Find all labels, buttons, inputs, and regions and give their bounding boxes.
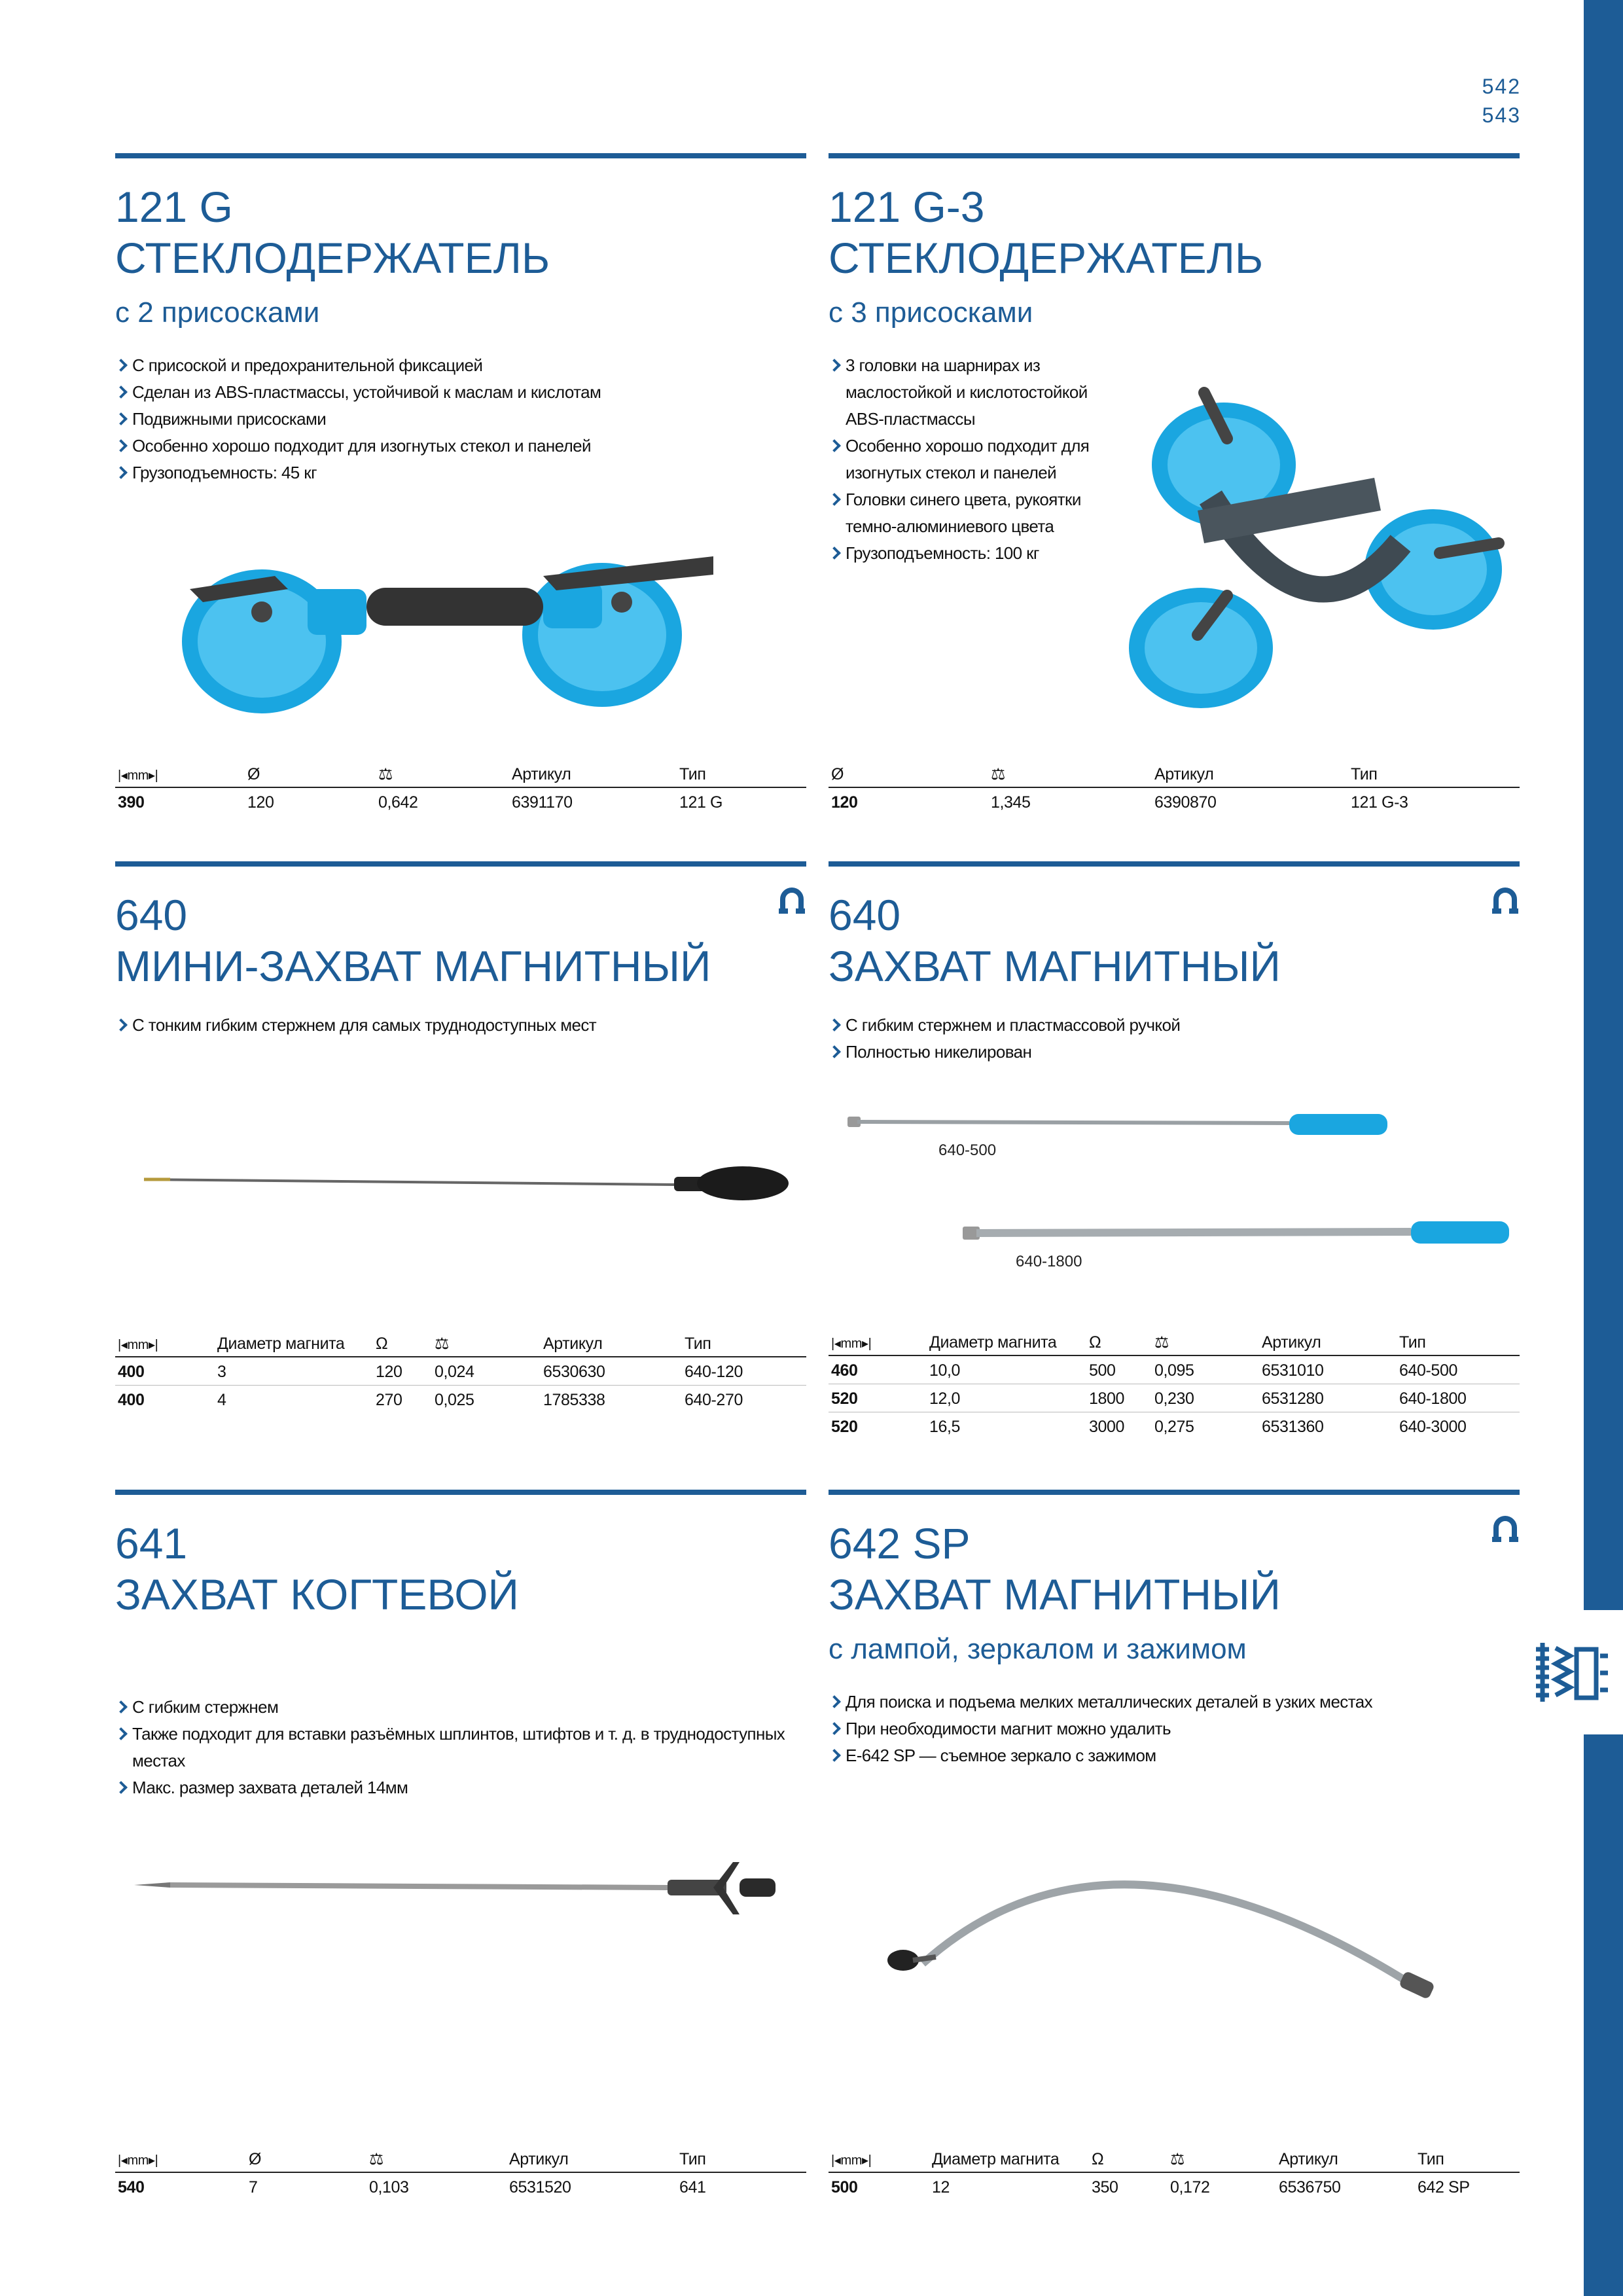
col-magnet-diameter: Диаметр магнита (929, 2144, 1089, 2172)
product-card-642sp (829, 1490, 1520, 1769)
cell: 12,0 (927, 1384, 1086, 1412)
magnet-icon: Ω (1089, 1333, 1101, 1352)
section-rule (115, 1490, 806, 1495)
cell: 640-3000 (1399, 1417, 1467, 1436)
cell: 0,024 (432, 1357, 541, 1386)
cell: 520 (831, 1417, 858, 1436)
feature-item: Полностью никелирован (829, 1039, 1520, 1066)
spec-table-640-mini (115, 1329, 806, 1413)
product-code: 640 (115, 891, 188, 939)
col-weight (1168, 2144, 1276, 2172)
magnet-icon: Ω (376, 1335, 388, 1353)
product-title: ЗАХВАТ МАГНИТНЫЙ (829, 1570, 1281, 1619)
col-weight (1152, 1327, 1259, 1355)
spec-table-121g (115, 759, 806, 816)
table-row (115, 2172, 806, 2200)
feature-item: С гибким стержнем и пластмассовой ручкой (829, 1012, 1520, 1039)
table-row (115, 1386, 806, 1414)
cell: 390 (118, 793, 145, 812)
product-title: МИНИ-ЗАХВАТ МАГНИТНЫЙ (115, 942, 711, 990)
product-title: ЗАХВАТ МАГНИТНЫЙ (829, 942, 1281, 990)
length-icon: |◂mm▸| (831, 1336, 872, 1351)
table-row (829, 1355, 1520, 1384)
col-force (373, 1329, 432, 1357)
feature-item: Грузоподъемность: 100 кг (829, 540, 1090, 567)
cell: 0,025 (435, 1390, 474, 1409)
length-icon: |◂mm▸| (118, 1338, 158, 1352)
feature-item: При необходимости магнит можно удалить (829, 1715, 1520, 1742)
feature-list (115, 1012, 806, 1039)
weight-scale-icon: ⚖ (435, 1335, 450, 1353)
col-weight (376, 759, 509, 787)
feature-item: Особенно хорошо подходит для изогнутых стекол и панелей (829, 433, 1090, 486)
feature-item: Особенно хорошо подходит для изогнутых стекол и панелей (115, 433, 806, 459)
col-article: Артикул (507, 2144, 677, 2172)
cell: 0,642 (378, 793, 418, 812)
cell: 3000 (1089, 1417, 1125, 1436)
cell: 6531280 (1259, 1384, 1397, 1412)
cell: 640-1800 (1397, 1384, 1520, 1412)
table-row (115, 787, 806, 816)
col-length (829, 2144, 929, 2172)
feature-item: Для поиска и подъема мелких металлических деталей в узких местах (829, 1689, 1520, 1715)
col-article: Артикул (1276, 2144, 1415, 2172)
cell: 120 (831, 793, 858, 812)
feature-item: Макс. размер захвата деталей 14мм (115, 1774, 806, 1801)
cell: 1,345 (991, 793, 1031, 812)
col-length (115, 759, 245, 787)
cell: 500 (1086, 1355, 1152, 1384)
col-type: Тип (1415, 2144, 1520, 2172)
col-article: Артикул (1259, 1327, 1397, 1355)
col-diameter: Ø (246, 2144, 366, 2172)
cell: 7 (249, 2178, 258, 2197)
glass-holder-2-cups-image (177, 550, 720, 726)
cell: 400 (115, 1357, 215, 1386)
cell: 270 (376, 1390, 402, 1409)
product-code: 642 SP (829, 1519, 971, 1568)
section-rule (829, 153, 1520, 158)
product-code: 640 (829, 891, 901, 939)
magnetic-pickup-640-1800-image (959, 1211, 1516, 1257)
feature-list (115, 352, 806, 486)
col-diameter: Ø (245, 759, 376, 787)
product-card-641 (115, 1490, 806, 1801)
feature-item: С гибким стержнем (115, 1694, 806, 1721)
table-row (829, 1384, 1520, 1412)
magnet-icon: Ω (1092, 2150, 1104, 2168)
page-number-right: 543 (1482, 103, 1521, 127)
image-label: 640-1800 (1016, 1253, 1082, 1270)
cell: 0,275 (1154, 1417, 1194, 1436)
weight-scale-icon: ⚖ (1170, 2150, 1185, 2168)
cell: 0,095 (1152, 1355, 1259, 1384)
col-weight (432, 1329, 541, 1357)
product-card-121g (115, 153, 806, 486)
length-icon: |◂mm▸| (831, 2153, 872, 2168)
table-row (829, 787, 1520, 816)
spring-tool-icon (1532, 1636, 1611, 1708)
magnet-icon (1491, 886, 1520, 915)
product-code: 121 G-3 (829, 183, 985, 231)
weight-scale-icon: ⚖ (991, 765, 1006, 783)
col-article: Артикул (541, 1329, 682, 1357)
col-magnet-diameter: Диаметр магнита (927, 1327, 1086, 1355)
glass-holder-3-cups-image (1113, 380, 1512, 720)
cell: 6531520 (509, 2178, 571, 2197)
col-article: Артикул (1152, 759, 1348, 787)
cell: 1800 (1086, 1384, 1152, 1412)
feature-item: С присоской и предохранительной фиксацией (115, 352, 806, 379)
col-length (115, 1329, 215, 1357)
weight-scale-icon: ⚖ (1154, 1333, 1169, 1352)
section-rule (829, 1490, 1520, 1495)
cell: 6530630 (541, 1357, 682, 1386)
col-type: Тип (677, 2144, 806, 2172)
cell: 0,103 (369, 2178, 409, 2197)
feature-item: С тонким гибким стержнем для самых труднодоступных мест (115, 1012, 806, 1039)
product-title: ЗАХВАТ КОГТЕВОЙ (115, 1570, 519, 1619)
col-type: Тип (1348, 759, 1520, 787)
magnetic-pickup-640-500-image (844, 1100, 1394, 1145)
col-type: Тип (1397, 1327, 1520, 1355)
section-rule (115, 861, 806, 867)
cell: 641 (679, 2178, 706, 2197)
product-card-640 (829, 861, 1520, 1066)
feature-item: Также подходит для вставки разъёмных шплинтов, штифтов и т. д. в труднодоступных местах (115, 1721, 806, 1774)
section-rule (829, 861, 1520, 867)
feature-item: Грузоподъемность: 45 кг (115, 459, 806, 486)
length-icon: |◂mm▸| (118, 768, 158, 783)
cell: 120 (373, 1357, 432, 1386)
page-numbers (1482, 72, 1521, 130)
cell: 6531010 (1259, 1355, 1397, 1384)
cell: 460 (829, 1355, 927, 1384)
col-weight (366, 2144, 507, 2172)
mini-magnetic-pickup-image (137, 1158, 792, 1204)
col-force (1089, 2144, 1168, 2172)
cell: 540 (118, 2178, 145, 2197)
feature-item: E-642 SP — съемное зеркало с зажимом (829, 1742, 1520, 1769)
feature-list (829, 1689, 1520, 1769)
cell: 500 (831, 2178, 858, 2197)
cell: 350 (1092, 2178, 1118, 2197)
feature-item: Подвижными присосками (115, 406, 806, 433)
spec-table-641 (115, 2144, 806, 2200)
feature-item: 3 головки на шарнирах из маслостойкой и кислотостойкой ABS-пластмассы (829, 352, 1090, 433)
cell: 6390870 (1154, 793, 1217, 812)
length-icon: |◂mm▸| (118, 2153, 158, 2168)
section-rule (115, 153, 806, 158)
cell: 640-500 (1397, 1355, 1520, 1384)
table-row (115, 1357, 806, 1386)
product-card-640-mini (115, 861, 806, 1039)
page-number-left: 542 (1482, 75, 1521, 98)
cell: 520 (829, 1384, 927, 1412)
col-article: Артикул (509, 759, 677, 787)
cell: 121 G (679, 793, 723, 812)
magnetic-pickup-lamp-mirror-image (877, 1833, 1440, 2016)
weight-scale-icon: ⚖ (378, 765, 393, 783)
table-row (829, 1412, 1520, 1441)
product-title: СТЕКЛОДЕРЖАТЕЛЬ (115, 234, 550, 282)
spec-table-121g3 (829, 759, 1520, 816)
weight-scale-icon: ⚖ (369, 2150, 384, 2168)
cell: 10,0 (927, 1355, 1086, 1384)
chapter-tab[interactable] (1520, 1610, 1623, 1734)
feature-list (829, 1012, 1520, 1066)
magnet-icon (777, 886, 806, 915)
cell: 640-270 (685, 1390, 743, 1409)
cell: 120 (247, 793, 274, 812)
col-diameter: Ø (829, 759, 988, 787)
cell: 400 (118, 1390, 145, 1409)
cell: 0,172 (1170, 2178, 1210, 2197)
col-type: Тип (682, 1329, 806, 1357)
cell: 4 (217, 1390, 226, 1409)
magnet-icon (1491, 1515, 1520, 1543)
col-length (115, 2144, 246, 2172)
spec-table-642sp (829, 2144, 1520, 2200)
cell: 12 (932, 2178, 950, 2197)
product-code: 641 (115, 1519, 188, 1568)
table-row (829, 2172, 1520, 2200)
spec-table-640 (829, 1327, 1520, 1440)
col-magnet-diameter: Диаметр магнита (215, 1329, 373, 1357)
cell: 1785338 (543, 1390, 605, 1409)
product-code: 121 G (115, 183, 233, 231)
feature-item: Сделан из ABS-пластмассы, устойчивой к маслам и кислотам (115, 379, 806, 406)
cell: 6391170 (512, 793, 573, 812)
cell: 16,5 (929, 1417, 961, 1436)
product-subtitle: с лампой, зеркалом и зажимом (829, 1633, 1247, 1665)
cell: 642 SP (1418, 2178, 1470, 2197)
cell: 0,230 (1152, 1384, 1259, 1412)
col-weight (988, 759, 1152, 787)
product-title: СТЕКЛОДЕРЖАТЕЛЬ (829, 234, 1264, 282)
cell: 121 G-3 (1351, 793, 1408, 812)
product-subtitle: с 3 присосками (829, 296, 1033, 329)
cell: 6531360 (1262, 1417, 1324, 1436)
col-length (829, 1327, 927, 1355)
product-subtitle: с 2 присосками (115, 296, 320, 329)
image-label: 640-500 (938, 1141, 997, 1159)
cell: 640-120 (682, 1357, 806, 1386)
claw-pickup-image (131, 1859, 785, 1924)
col-force (1086, 1327, 1152, 1355)
sidebar-stripe (1584, 0, 1623, 2296)
feature-list (829, 352, 1090, 567)
cell: 3 (215, 1357, 373, 1386)
col-type: Тип (677, 759, 806, 787)
cell: 6536750 (1279, 2178, 1341, 2197)
feature-item: Головки синего цвета, рукоятки темно-алюминиевого цвета (829, 486, 1090, 540)
feature-list (115, 1694, 806, 1801)
